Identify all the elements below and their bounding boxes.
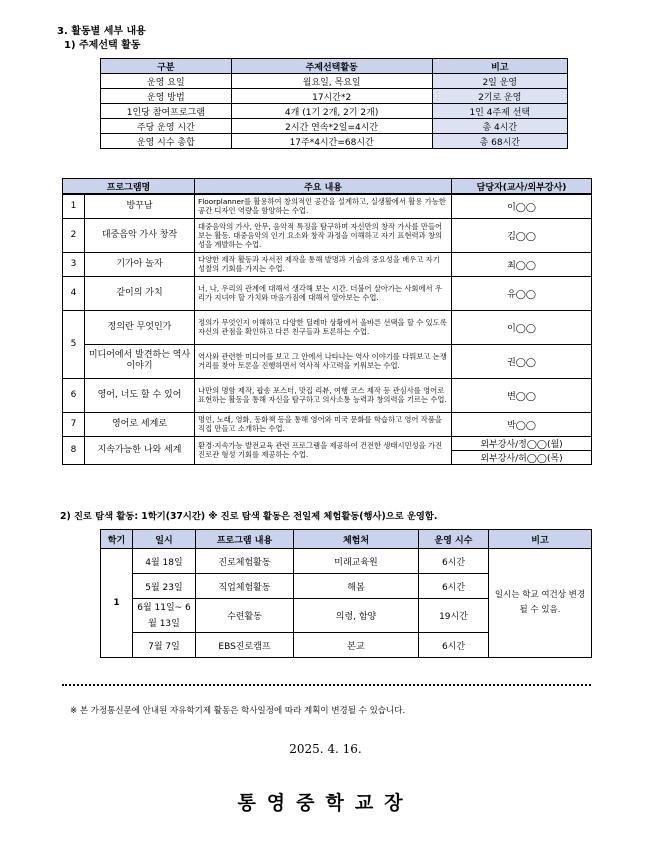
cell-note: 총 68시간 <box>432 134 567 149</box>
activity-venue: 의령, 함양 <box>294 599 419 633</box>
subsection-title-topic-activity: 1) 주제선택 활동 <box>64 40 141 51</box>
program-teacher-second: 외부강사/허◯◯(목) <box>452 450 592 464</box>
cell-note: 1인 4주제 선택 <box>432 104 567 119</box>
topic-activity-overview-table <box>100 58 568 149</box>
program-teacher: 변◯◯ <box>452 378 592 412</box>
program-teacher: 외부강사/정◯◯(월) <box>452 436 592 450</box>
program-teacher: 이◯◯ <box>452 194 592 218</box>
table-row <box>63 344 592 378</box>
program-description: 역사와 관련한 미디어를 보고 그 안에서 나타나는 역사 이야기를 다뤄보고 논쟁거리를 찾아 토론을 진행하면서 역사적 사고력을 키워보는 수업. <box>195 344 452 378</box>
program-name: 지속가능한 나와 세계 <box>85 436 195 464</box>
activity-date: 5월 23일 <box>133 574 196 599</box>
career-activity-table <box>100 529 592 658</box>
cell-value: 17주*4시간=68시간 <box>231 134 432 149</box>
program-teacher: 이◯◯ <box>452 310 592 344</box>
program-name: 대중음악 가사 창작 <box>85 218 195 252</box>
activity-date: 4월 18일 <box>133 549 196 574</box>
program-number: 6 <box>63 378 85 412</box>
activity-date: 7월 7일 <box>133 633 196 658</box>
cell-note: 2일 운영 <box>432 74 567 89</box>
cell-value: 2시간 연속*2일=4시간 <box>231 119 432 134</box>
program-description: 다양한 제작 활동과 자서전 제작을 통해 발명과 기술의 중요성을 배우고 자기 성찰의 기회를 가지는 수업. <box>195 252 452 276</box>
program-number: 4 <box>63 276 85 310</box>
program-description: 정의가 무엇인지 이해하고 다양한 딜레마 상황에서 올바른 선택을 할 수 있도록 자신의 관점을 확인하고 다른 친구들과 토론하는 수업. <box>195 310 452 344</box>
column-header: 일시 <box>133 530 196 549</box>
column-header: 비고 <box>432 59 567 74</box>
activity-venue: 미래교육원 <box>294 549 419 574</box>
dotted-divider <box>62 684 591 686</box>
activity-hours: 6시간 <box>419 574 489 599</box>
column-header: 주제선택활동 <box>231 59 432 74</box>
table-row <box>63 412 592 436</box>
activity-program: EBS진로캠프 <box>196 633 294 658</box>
program-name: 방꾸남 <box>85 194 195 218</box>
table-header-row <box>101 59 568 74</box>
table-row <box>101 134 568 149</box>
table-row <box>63 194 592 218</box>
activity-program: 진로체험활동 <box>196 549 294 574</box>
cell-value: 17시간*2 <box>231 89 432 104</box>
table-row <box>101 549 592 574</box>
table-row <box>63 276 592 310</box>
column-header: 구분 <box>101 59 232 74</box>
column-header: 비고 <box>489 530 592 549</box>
cell-note: 총 4시간 <box>432 119 567 134</box>
cell-value: 월요일, 목요일 <box>231 74 432 89</box>
cell-note: 2기로 운영 <box>432 89 567 104</box>
program-teacher: 김◯◯ <box>452 218 592 252</box>
table-row <box>101 74 568 89</box>
column-header: 체험처 <box>294 530 419 549</box>
table-row <box>63 378 592 412</box>
program-teacher: 박◯◯ <box>452 412 592 436</box>
program-number: 2 <box>63 218 85 252</box>
semester-cell: 1 <box>101 549 133 658</box>
program-name: 미디어에서 발견하는 역사 이야기 <box>85 344 195 378</box>
program-name: 같이의 가치 <box>85 276 195 310</box>
table-row <box>63 252 592 276</box>
program-number: 3 <box>63 252 85 276</box>
table-row <box>63 218 592 252</box>
program-name: 영어로 세계로 <box>85 412 195 436</box>
program-teacher: 최◯◯ <box>452 252 592 276</box>
column-header: 운영 시수 <box>419 530 489 549</box>
activity-venue: 본교 <box>294 633 419 658</box>
subsection-title-career-activity: 2) 진로 탐색 활동: 1학기(37시간) ※ 진로 탐색 활동은 전일제 체험활동(행사)으로 운영함. <box>60 511 438 522</box>
program-number: 1 <box>63 194 85 218</box>
document-date: 2025. 4. 16. <box>289 742 362 756</box>
activity-hours: 6시간 <box>419 549 489 574</box>
table-row <box>101 89 568 104</box>
column-header: 담당자(교사/외부강사) <box>452 179 592 195</box>
principal-signature: 통영중학교장 <box>237 792 414 814</box>
cell-value: 4개 (1기 2개, 2기 2개) <box>231 104 432 119</box>
program-description: 환경·지속가능 발전교육 관련 프로그램을 제공하여 건전한 생태시민성을 가진 진로관 형성 기회를 제공하는 수업. <box>195 436 452 464</box>
row-label: 운영 방법 <box>101 89 232 104</box>
program-description: 나만의 명함 제작, 팝송 포스터, 맛집 리뷰, 여행 코스 제작 등 관심사를 영어로 표현하는 활동을 통해 자신을 탐구하고 의사소통 능력과 창의력을 기르는 수업. <box>195 378 452 412</box>
table-header-row <box>63 179 592 195</box>
program-teacher: 유◯◯ <box>452 276 592 310</box>
column-header: 프로그램 내용 <box>196 530 294 549</box>
section-title: 3. 활동별 세부 내용 <box>57 26 146 37</box>
column-header: 학기 <box>101 530 133 549</box>
table-row <box>63 436 592 450</box>
column-header: 프로그램명 <box>63 179 195 195</box>
row-label: 주당 운영 시간 <box>101 119 232 134</box>
activity-hours: 19시간 <box>419 599 489 633</box>
program-number: 8 <box>63 436 85 464</box>
footnote: ※ 본 가정통신문에 안내된 자유학기제 활동은 학사일정에 따라 계획이 변경될 수 있습니다. <box>70 706 406 716</box>
table-row <box>63 310 592 344</box>
activity-program: 직업체험활동 <box>196 574 294 599</box>
table-header-row <box>101 530 592 549</box>
activity-date: 6월 11일~ 6월 13일 <box>133 599 196 633</box>
row-label: 운영 요일 <box>101 74 232 89</box>
row-label: 운영 시수 총합 <box>101 134 232 149</box>
program-number: 5 <box>63 310 85 378</box>
program-description: 명언, 노래, 영화, 동화책 등을 통해 영어와 미국 문화를 학습하고 영어 작품을 직접 만들고 소개하는 수업. <box>195 412 452 436</box>
program-name: 기가아 놀자 <box>85 252 195 276</box>
activity-hours: 6시간 <box>419 633 489 658</box>
column-header: 주요 내용 <box>195 179 452 195</box>
row-label: 1인당 참여프로그램 <box>101 104 232 119</box>
program-list-table <box>62 178 592 465</box>
program-number: 7 <box>63 412 85 436</box>
activity-program: 수련활동 <box>196 599 294 633</box>
program-description: Floorplanner를 활용하여 창의적인 공간을 설계하고, 실생활에서 활용 가능한 공간 디자인 역량을 함양하는 수업. <box>195 194 452 218</box>
activity-venue: 해봄 <box>294 574 419 599</box>
program-teacher: 권◯◯ <box>452 344 592 378</box>
program-description: 대중음악의 가사, 안무, 음악적 특징을 탐구하며 자신만의 창작 가사를 만들어보는 활동. 대중음악의 인기 요소와 창작 과정을 이해하고 자기 표현력과 창의성을 계발하는 수업. <box>195 218 452 252</box>
table-row <box>101 119 568 134</box>
program-name: 정의란 무엇인가 <box>85 310 195 344</box>
program-name: 영어, 너도 할 수 있어 <box>85 378 195 412</box>
table-row <box>101 104 568 119</box>
remark-cell: 일시는 학교 여건상 변경될 수 있음. <box>489 549 592 658</box>
program-description: 너, 나, 우리의 관계에 대해서 생각해 보는 시간. 더불어 살아가는 사회에서 우리가 지녀야 할 가치와 마음가짐에 대해서 알아보는 수업. <box>195 276 452 310</box>
